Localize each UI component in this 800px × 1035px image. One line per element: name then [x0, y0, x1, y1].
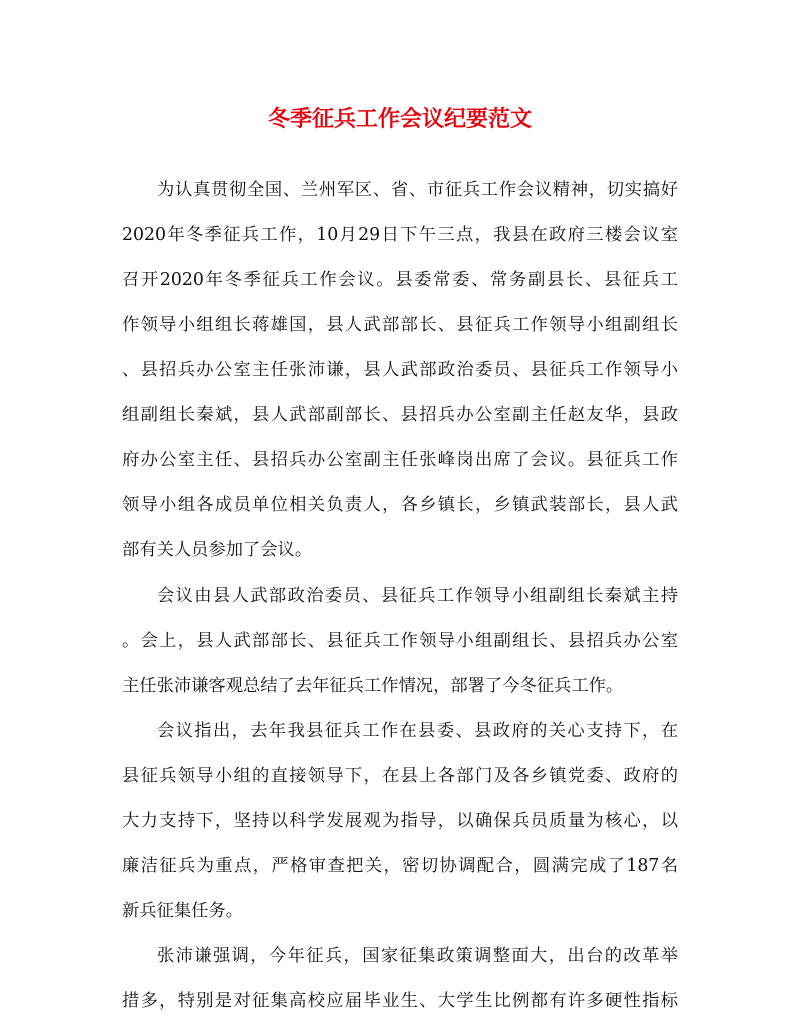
paragraph-2-line-1: 会议由县人武部政治委员、县征兵工作领导小组副组长秦斌主持 [157, 586, 678, 606]
paragraph-1-line-1: 为认真贯彻全国、兰州军区、省、市征兵工作会议精神，切实搞好 [157, 180, 678, 200]
paragraph-1-line-3: 召开2020年冬季征兵工作会议。县委常委、常务副县长、县征兵工 [122, 270, 678, 290]
paragraph-3-line-5: 新兵征集任务。 [122, 901, 243, 921]
paragraph-1-line-8: 领导小组各成员单位相关负责人，各乡镇长，乡镇武装部长，县人武 [122, 495, 678, 515]
paragraph-4-line-2: 措多，特别是对征集高校应届毕业生、大学生比例都有许多硬性指标 [122, 991, 678, 1011]
document-title: 冬季征兵工作会议纪要范文 [267, 106, 532, 132]
paragraph-1-line-7: 府办公室主任、县招兵办公室副主任张峰岗出席了会议。县征兵工作 [122, 450, 678, 470]
paragraph-3-line-1: 会议指出，去年我县征兵工作在县委、县政府的关心支持下，在 [157, 721, 678, 741]
paragraph-1-line-9: 部有关人员参加了会议。 [122, 540, 313, 560]
paragraph-1-line-5: 、县招兵办公室主任张沛谦，县人武部政治委员、县征兵工作领导小 [122, 360, 678, 380]
paragraph-3-line-4: 廉洁征兵为重点，严格审查把关，密切协调配合，圆满完成了187名 [122, 856, 678, 876]
paragraph-2-line-2: 。会上，县人武部部长、县征兵工作领导小组副组长、县招兵办公室 [122, 631, 678, 651]
paragraph-3-line-2: 县征兵领导小组的直接领导下，在县上各部门及各乡镇党委、政府的 [122, 766, 678, 786]
paragraph-3-line-3: 大力支持下，坚持以科学发展观为指导，以确保兵员质量为核心，以 [122, 811, 678, 831]
paragraph-1-line-6: 组副组长秦斌，县人武部副部长、县招兵办公室副主任赵友华，县政 [122, 405, 678, 425]
paragraph-1-line-4: 作领导小组组长蒋雄国，县人武部部长、县征兵工作领导小组副组长 [122, 315, 678, 335]
paragraph-2-line-3: 主任张沛谦客观总结了去年征兵工作情况，部署了今冬征兵工作。 [122, 676, 624, 696]
paragraph-4-line-1: 张沛谦强调，今年征兵，国家征集政策调整面大，出台的改革举 [157, 946, 678, 966]
paragraph-1-line-2: 2020年冬季征兵工作，10月29日下午三点，我县在政府三楼会议室 [122, 225, 678, 245]
